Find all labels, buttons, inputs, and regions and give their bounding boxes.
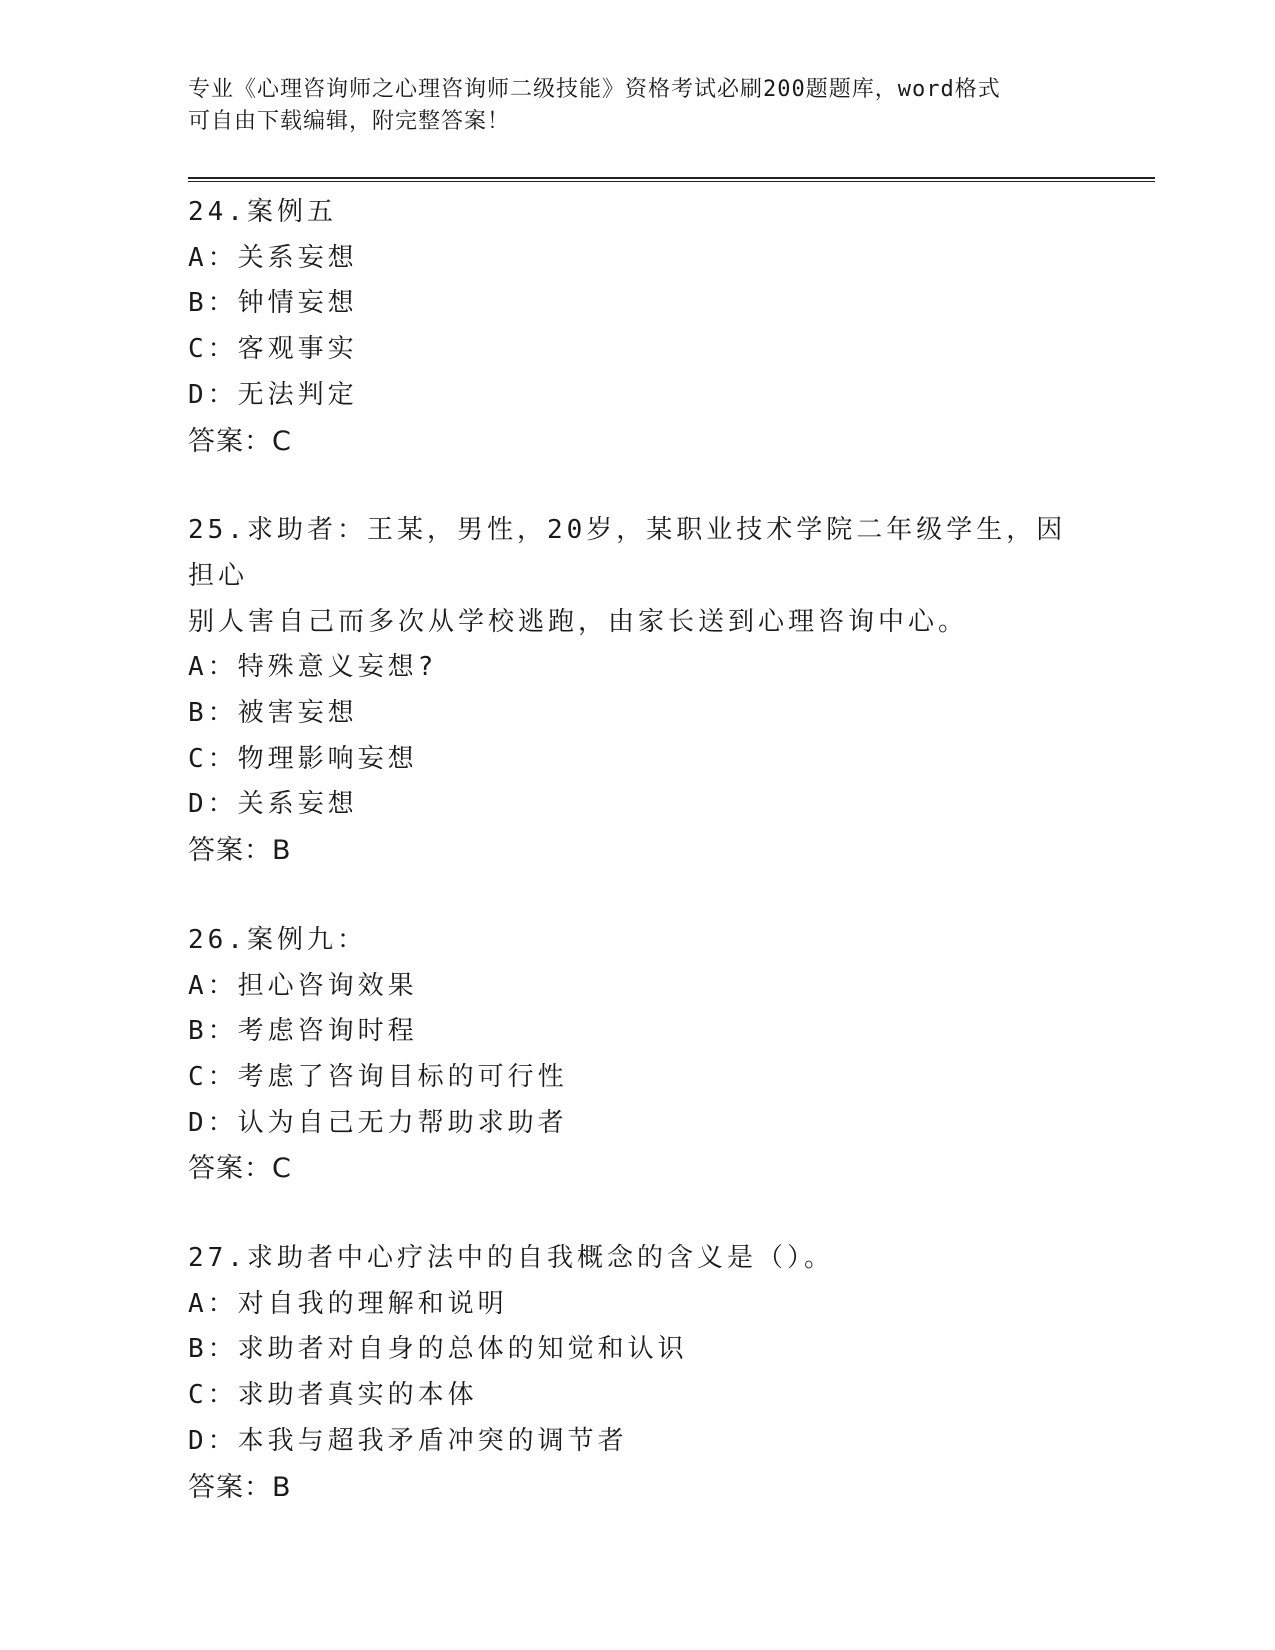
option-b: B：被害妄想 — [188, 698, 358, 729]
header-line-2: 可自由下载编辑，附完整答案！ — [188, 109, 511, 134]
question-stem: 26.案例九： — [188, 924, 367, 955]
question-list — [188, 190, 1088, 1554]
question-stem-line-1: 25.求助者：王某，男性，20岁，某职业技术学院二年级学生，因担心 — [188, 515, 1067, 591]
option-d: D：无法判定 — [188, 379, 358, 410]
question-26 — [188, 918, 1088, 1192]
option-a: A：担心咨询效果 — [188, 970, 418, 1001]
answer-line: 答案：B — [188, 835, 292, 867]
question-stem: 24.案例五 — [188, 197, 337, 227]
question-27 — [188, 1236, 1088, 1510]
option-d: D：认为自己无力帮助求助者 — [188, 1107, 568, 1138]
option-c: C：客观事实 — [188, 334, 358, 365]
option-a: A：关系妄想 — [188, 242, 358, 273]
option-c: C：考虑了咨询目标的可行性 — [188, 1061, 568, 1092]
question-25 — [188, 508, 1088, 874]
option-a: A：对自我的理解和说明 — [188, 1288, 508, 1319]
option-b: B：求助者对自身的总体的知觉和认识 — [188, 1334, 688, 1365]
document-header — [188, 74, 1088, 138]
answer-line: 答案：C — [188, 1153, 292, 1185]
option-c: C：物理影响妄想 — [188, 743, 418, 774]
header-line-1: 专业《心理咨询师之心理咨询师二级技能》资格考试必刷200题题库，word格式 — [188, 77, 1001, 102]
option-b: B：钟情妄想 — [188, 288, 358, 319]
option-c: C：求助者真实的本体 — [188, 1380, 478, 1411]
header-divider — [188, 177, 1155, 182]
answer-line: 答案：B — [188, 1471, 292, 1503]
question-stem: 27.求助者中心疗法中的自我概念的含义是（）。 — [188, 1243, 834, 1274]
option-d: D：关系妄想 — [188, 789, 358, 820]
question-24 — [188, 190, 1088, 464]
option-a: A：特殊意义妄想? — [188, 652, 438, 683]
answer-line: 答案：C — [188, 425, 292, 457]
option-b: B：考虑咨询时程 — [188, 1016, 418, 1047]
question-stem-line-2: 别人害自己而多次从学校逃跑，由家长送到心理咨询中心。 — [188, 606, 969, 637]
option-d: D：本我与超我矛盾冲突的调节者 — [188, 1425, 628, 1456]
